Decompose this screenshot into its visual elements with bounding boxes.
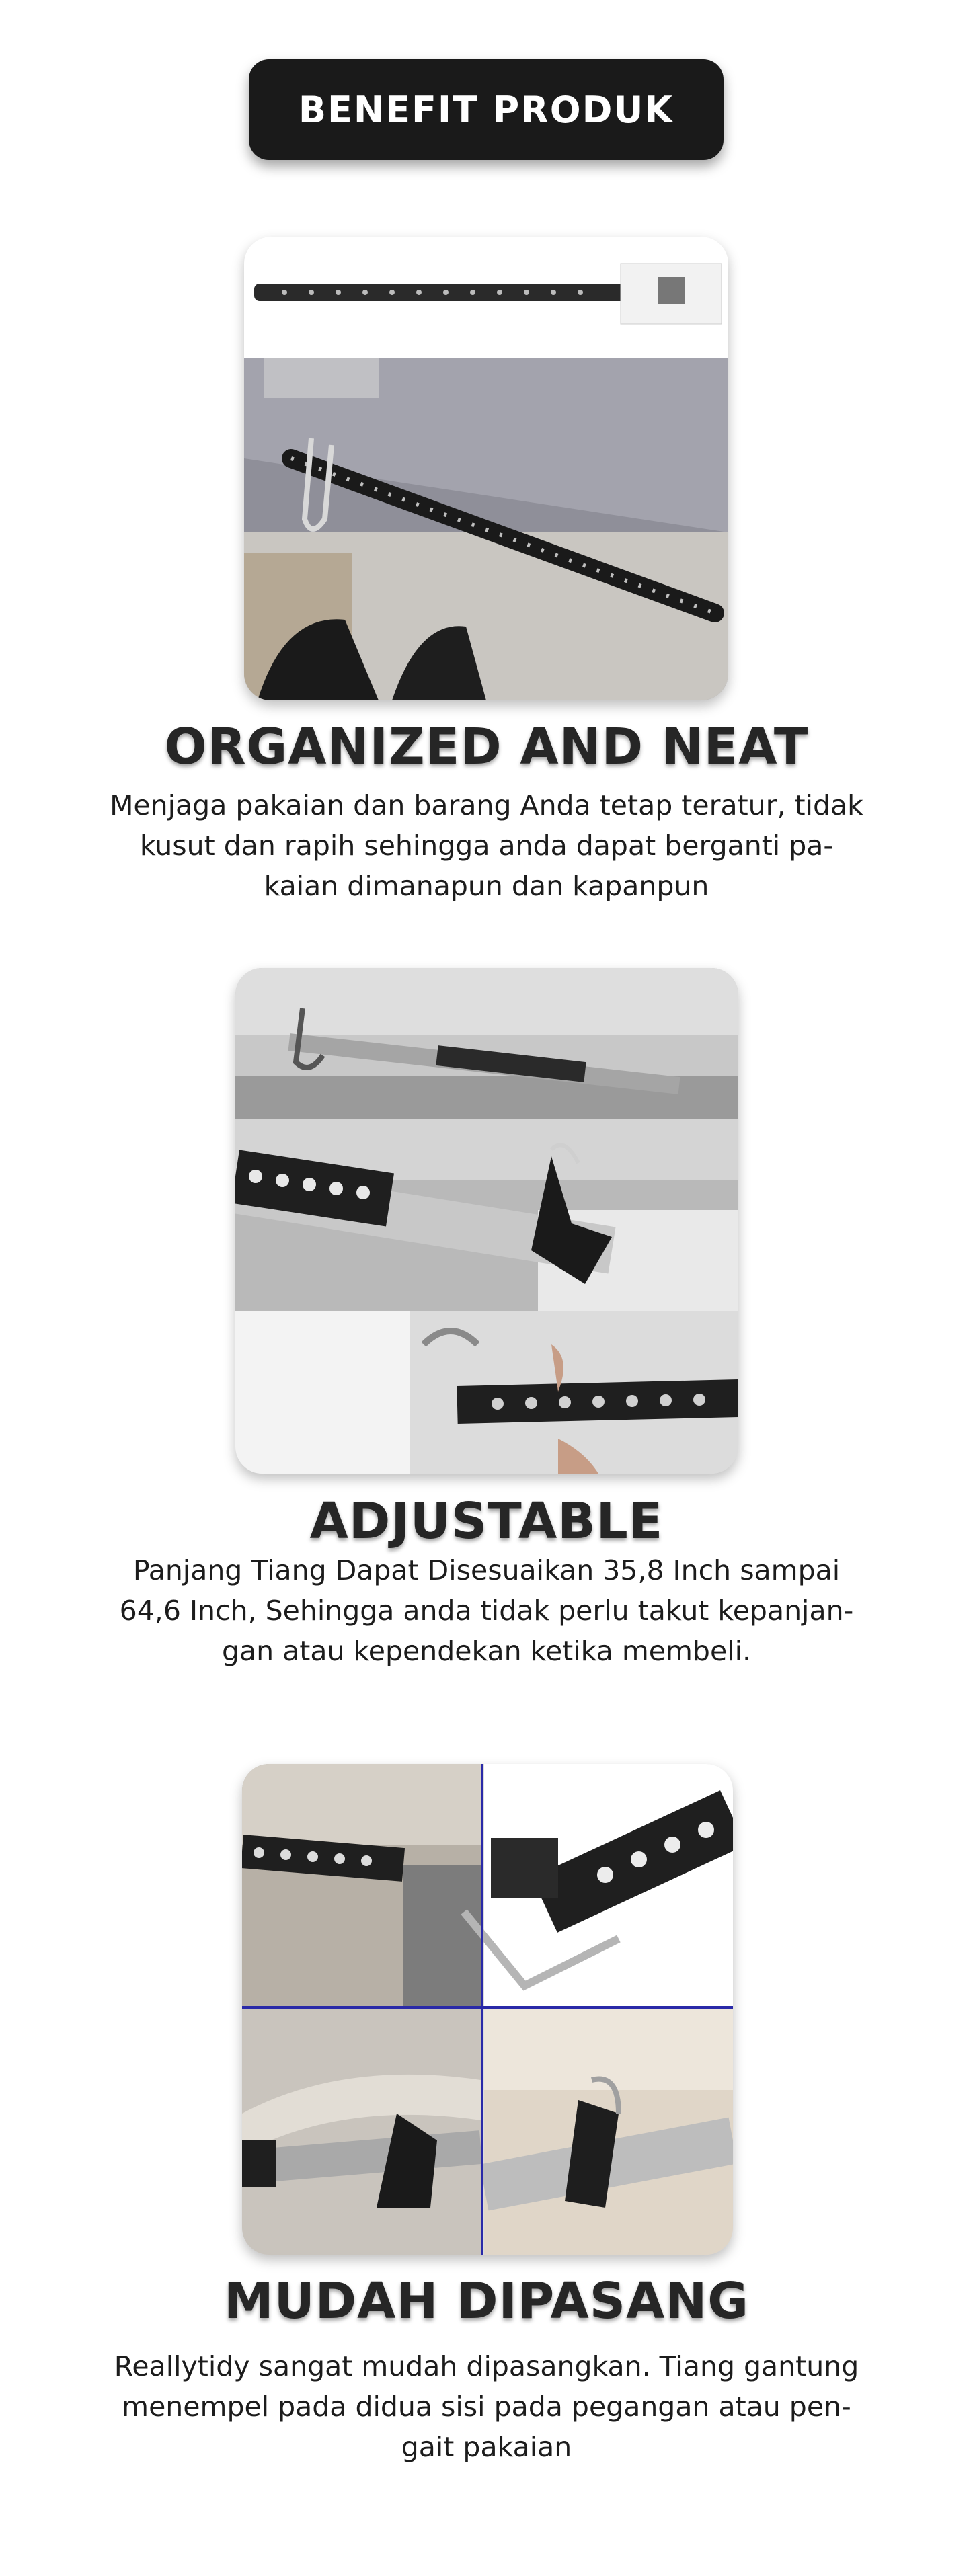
feature-title-mudah-dipasang: MUDAH DIPASANG <box>223 2272 750 2330</box>
feature-desc-organized-line-2: kusut dan rapih sehingga anda dapat berganti pa- <box>139 830 834 862</box>
product-photo-adjustable <box>235 968 738 1474</box>
product-photo-organized <box>244 237 728 700</box>
feature-desc-mudah-line-3: gait pakaian <box>401 2431 572 2463</box>
feature-desc-adjustable-line-1: Panjang Tiang Dapat Disesuaikan 35,8 Inch sampai <box>132 1554 841 1586</box>
feature-title-adjustable: ADJUSTABLE <box>309 1492 664 1550</box>
feature-desc-adjustable-line-2: 64,6 Inch, Sehingga anda tidak perlu takut kepanjan- <box>119 1595 854 1627</box>
car-rod-illustration <box>244 237 728 700</box>
feature-desc-mudah-line-2: menempel pada didua sisi pada pegangan atau pen- <box>122 2390 851 2423</box>
benefit-header-pill <box>249 59 724 160</box>
feature-desc-adjustable-line-3: gan atau kependekan ketika membeli. <box>222 1635 751 1667</box>
feature-desc-mudah-line-1: Reallytidy sangat mudah dipasangkan. Tiang gantung <box>114 2350 859 2382</box>
feature-desc-organized-line-3: kaian dimanapun dan kapanpun <box>264 870 709 902</box>
feature-desc-organized-line-1: Menjaga pakaian dan barang Anda tetap teratur, tidak <box>110 789 863 821</box>
feature-title-organized: ORGANIZED AND NEAT <box>164 718 809 776</box>
installation-collage-illustration <box>242 1764 733 2255</box>
product-photo-mudah-dipasang <box>242 1764 733 2255</box>
page-title: BENEFIT PRODUK <box>298 88 674 131</box>
adjustable-rod-illustration <box>235 968 738 1474</box>
